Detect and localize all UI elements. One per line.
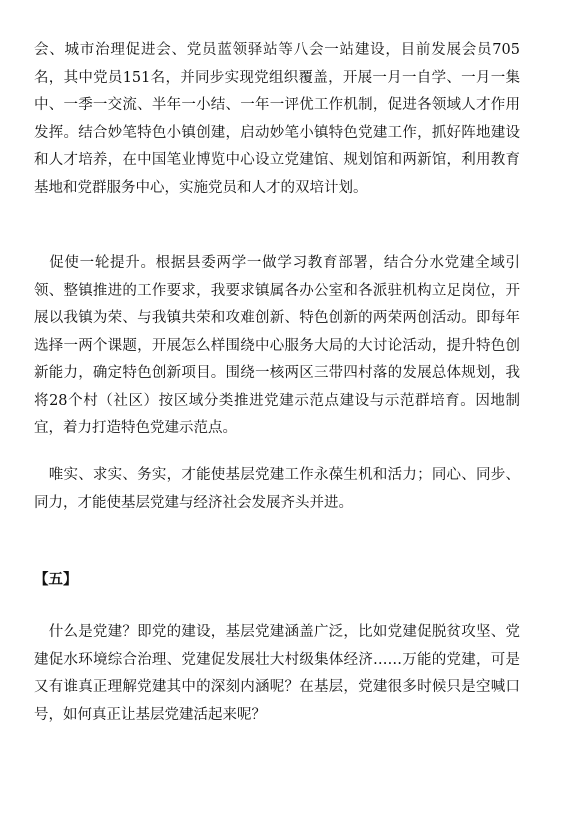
paragraph-2: 促使一轮提升。根据县委两学一做学习教育部署，结合分水党建全域引领、整镇推进的工作要求，我要求镇属各办公室和各派驻机构立足岗位，开展以我镇为荣、与我镇共荣和攻难创新、特色创新的两荣两创活动。即每年选择一两个课题，开展怎么样围绕中心服务大局的大讨论活动，提升特色创新能力，确定特色创新项目。围绕一核两区三带四村落的发展总体规划，我将28个村（社区）按区域分类推进党建示范点建设与示范群培育。因地制宜，着力打造特色党建示范点。: [34, 255, 520, 436]
paragraph-3: 唯实、求实、务实，才能使基层党建工作永葆生机和活力；同心、同步、同力，才能使基层党建与经济社会发展齐头并进。: [34, 467, 520, 511]
paragraph-1: 会、城市治理促进会、党员蓝领驿站等八会一站建设，目前发展会员705名，其中党员151名，并同步实现党组织覆盖，开展一月一自学、一月一集中、一季一交流、半年一小结、一年一评优工作机制，促进各领域人才作用发挥。结合妙笔特色小镇创建，启动妙笔小镇特色党建工作，抓好阵地建设和人才培养，在中国笔业博览中心设立党建馆、规划馆和两新馆，利用教育基地和党群服务中心，实施党员和人才的双培计划。: [34, 42, 520, 196]
paragraph-4: 什么是党建？即党的建设，基层党建涵盖广泛，比如党建促脱贫攻坚、党建促水环境综合治理、党建促发展壮大村级集体经济……万能的党建，可是又有谁真正理解党建其中的深刻内涵呢？在基层，党建很多时候只是空喊口号，如何真正让基层党建活起来呢？: [34, 624, 520, 723]
section-heading: 【五】: [34, 571, 78, 588]
